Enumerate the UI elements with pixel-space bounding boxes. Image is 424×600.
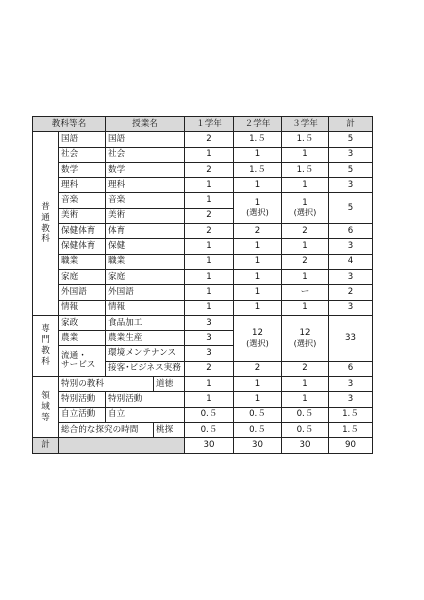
- year3-hours: ー: [282, 285, 329, 300]
- total-hours: 1.５: [329, 407, 373, 422]
- year2-hours: 1: [234, 254, 282, 269]
- table-row: [33, 269, 373, 284]
- totals-label: 計: [33, 438, 59, 453]
- subject-category: 総合的な探究の時間: [59, 422, 154, 437]
- header-category: 教科等名: [33, 117, 106, 132]
- table-row: [33, 162, 373, 177]
- totals-grand: 90: [329, 438, 373, 453]
- total-hours: 3: [329, 239, 373, 254]
- total-hours: 1.５: [329, 422, 373, 437]
- year1-hours: 2: [185, 132, 234, 147]
- year2-hours: 1: [234, 377, 282, 392]
- subject-name: 美術: [106, 208, 185, 223]
- year1-hours: 2: [185, 361, 234, 376]
- year1-hours: 1: [185, 269, 234, 284]
- table-row: [33, 285, 373, 300]
- year2-hours: 2: [234, 224, 282, 239]
- year2-hours: 1: [234, 285, 282, 300]
- totals-year3: 30: [282, 438, 329, 453]
- totals-year1: 30: [185, 438, 234, 453]
- subject-name: 特別活動: [106, 392, 185, 407]
- total-hours: 3: [329, 377, 373, 392]
- year3-hours: 1: [282, 392, 329, 407]
- year3-hours: 2: [282, 254, 329, 269]
- year2-elective: 12 (選択): [234, 315, 282, 361]
- year3-hours: 0.５: [282, 422, 329, 437]
- year2-hours: 0.５: [234, 407, 282, 422]
- year1-hours: 1: [185, 285, 234, 300]
- year1-hours: 3: [185, 315, 234, 330]
- year1-hours: 1: [185, 392, 234, 407]
- subject-category: 情報: [59, 300, 106, 315]
- year1-hours: 1: [185, 239, 234, 254]
- subject-category: 農業: [59, 331, 106, 346]
- year3-hours: 1: [282, 239, 329, 254]
- year1-hours: 1: [185, 300, 234, 315]
- subject-name: 情報: [106, 300, 185, 315]
- subject-category: 家庭: [59, 269, 106, 284]
- category-domain: 領 域 等: [33, 377, 59, 438]
- subject-name: 音楽: [106, 193, 185, 208]
- year1-hours: 0.５: [185, 407, 234, 422]
- year1-hours: 1: [185, 193, 234, 208]
- subject-name: 農業生産: [106, 331, 185, 346]
- year2-hours: 1: [234, 392, 282, 407]
- category-specialized: 専 門 教 科: [33, 315, 59, 376]
- year3-hours: 0.５: [282, 407, 329, 422]
- year3-hours: 2: [282, 224, 329, 239]
- table-row: [33, 239, 373, 254]
- year1-hours: 1: [185, 254, 234, 269]
- header-subject: 授業名: [106, 117, 185, 132]
- header-year1: １学年: [185, 117, 234, 132]
- subject-category: 国語: [59, 132, 106, 147]
- subject-name: 食品加工: [106, 315, 185, 330]
- subject-category: 特別活動: [59, 392, 106, 407]
- subject-category: 職業: [59, 254, 106, 269]
- total-elective: 5: [329, 193, 373, 224]
- subject-category: 保健体育: [59, 224, 106, 239]
- table-row: [33, 315, 373, 330]
- subject-name: 道徳: [154, 377, 185, 392]
- year3-hours: 1: [282, 147, 329, 162]
- subject-name: 環境メンテナンス: [106, 346, 185, 361]
- subject-name: 接客･ビジネス実務: [106, 361, 185, 376]
- subject-name: 保健: [106, 239, 185, 254]
- total-hours: 6: [329, 224, 373, 239]
- year1-hours: 3: [185, 331, 234, 346]
- table-row: [33, 300, 373, 315]
- year3-hours: 1.５: [282, 132, 329, 147]
- total-hours: 3: [329, 392, 373, 407]
- year2-hours: 1: [234, 239, 282, 254]
- header-total: 計: [329, 117, 373, 132]
- year3-elective: 12 (選択): [282, 315, 329, 361]
- subject-name: 理科: [106, 178, 185, 193]
- subject-name: 家庭: [106, 269, 185, 284]
- subject-category: 美術: [59, 208, 106, 223]
- subject-category: 理科: [59, 178, 106, 193]
- year3-hours: 1: [282, 300, 329, 315]
- table-row: [33, 392, 373, 407]
- header-row: [33, 117, 373, 132]
- table-row: [33, 132, 373, 147]
- year2-elective: 1 (選択): [234, 193, 282, 224]
- year1-hours: 0.５: [185, 422, 234, 437]
- subject-name: 社会: [106, 147, 185, 162]
- year2-hours: 1: [234, 147, 282, 162]
- table-row: [33, 422, 373, 437]
- year1-hours: 1: [185, 147, 234, 162]
- curriculum-table: [32, 116, 373, 454]
- subject-name: 自立: [106, 407, 185, 422]
- year2-hours: 1: [234, 300, 282, 315]
- subject-category: 家政: [59, 315, 106, 330]
- total-hours: 3: [329, 178, 373, 193]
- year3-hours: 1: [282, 269, 329, 284]
- subject-name: 外国語: [106, 285, 185, 300]
- year3-hours: 1: [282, 377, 329, 392]
- total-hours: 5: [329, 132, 373, 147]
- total-hours: 4: [329, 254, 373, 269]
- year2-hours: 1: [234, 269, 282, 284]
- table-row: [33, 147, 373, 162]
- year3-hours: 1.５: [282, 162, 329, 177]
- year1-hours: 3: [185, 346, 234, 361]
- subject-category: 音楽: [59, 193, 106, 208]
- subject-name: 国語: [106, 132, 185, 147]
- category-general: 普 通 教 科: [33, 132, 59, 316]
- totals-blank: [59, 438, 185, 453]
- year1-hours: 2: [185, 162, 234, 177]
- table-row: [33, 193, 373, 208]
- year1-hours: 1: [185, 178, 234, 193]
- total-hours: 3: [329, 269, 373, 284]
- year3-hours: 1: [282, 178, 329, 193]
- total-hours: 2: [329, 285, 373, 300]
- year2-hours: 0.５: [234, 422, 282, 437]
- header-year2: ２学年: [234, 117, 282, 132]
- subject-category: 数学: [59, 162, 106, 177]
- header-year3: ３学年: [282, 117, 329, 132]
- year1-hours: 2: [185, 208, 234, 223]
- subject-category: 特別の教科: [59, 377, 154, 392]
- subject-category: 自立活動: [59, 407, 106, 422]
- table-row: [33, 224, 373, 239]
- year3-elective: 1 (選択): [282, 193, 329, 224]
- subject-category: 外国語: [59, 285, 106, 300]
- subject-name: 職業: [106, 254, 185, 269]
- subject-category: 保健体育: [59, 239, 106, 254]
- table-row: [33, 254, 373, 269]
- subject-name: 数学: [106, 162, 185, 177]
- total-hours: 3: [329, 147, 373, 162]
- table-row: [33, 377, 373, 392]
- table-row: [33, 407, 373, 422]
- year2-hours: 1.５: [234, 132, 282, 147]
- total-hours: 5: [329, 162, 373, 177]
- year2-hours: 2: [234, 361, 282, 376]
- subject-category: 社会: [59, 147, 106, 162]
- year2-hours: 1: [234, 178, 282, 193]
- total-hours: 6: [329, 361, 373, 376]
- total-hours: 3: [329, 300, 373, 315]
- year2-hours: 1.５: [234, 162, 282, 177]
- year1-hours: 1: [185, 377, 234, 392]
- subject-name: 桃探: [154, 422, 185, 437]
- subject-category: 流通・ サービス: [59, 346, 106, 377]
- year3-hours: 2: [282, 361, 329, 376]
- totals-row: [33, 438, 373, 453]
- totals-year2: 30: [234, 438, 282, 453]
- table-row: [33, 178, 373, 193]
- year1-hours: 2: [185, 224, 234, 239]
- total-elective: 33: [329, 315, 373, 361]
- subject-name: 体育: [106, 224, 185, 239]
